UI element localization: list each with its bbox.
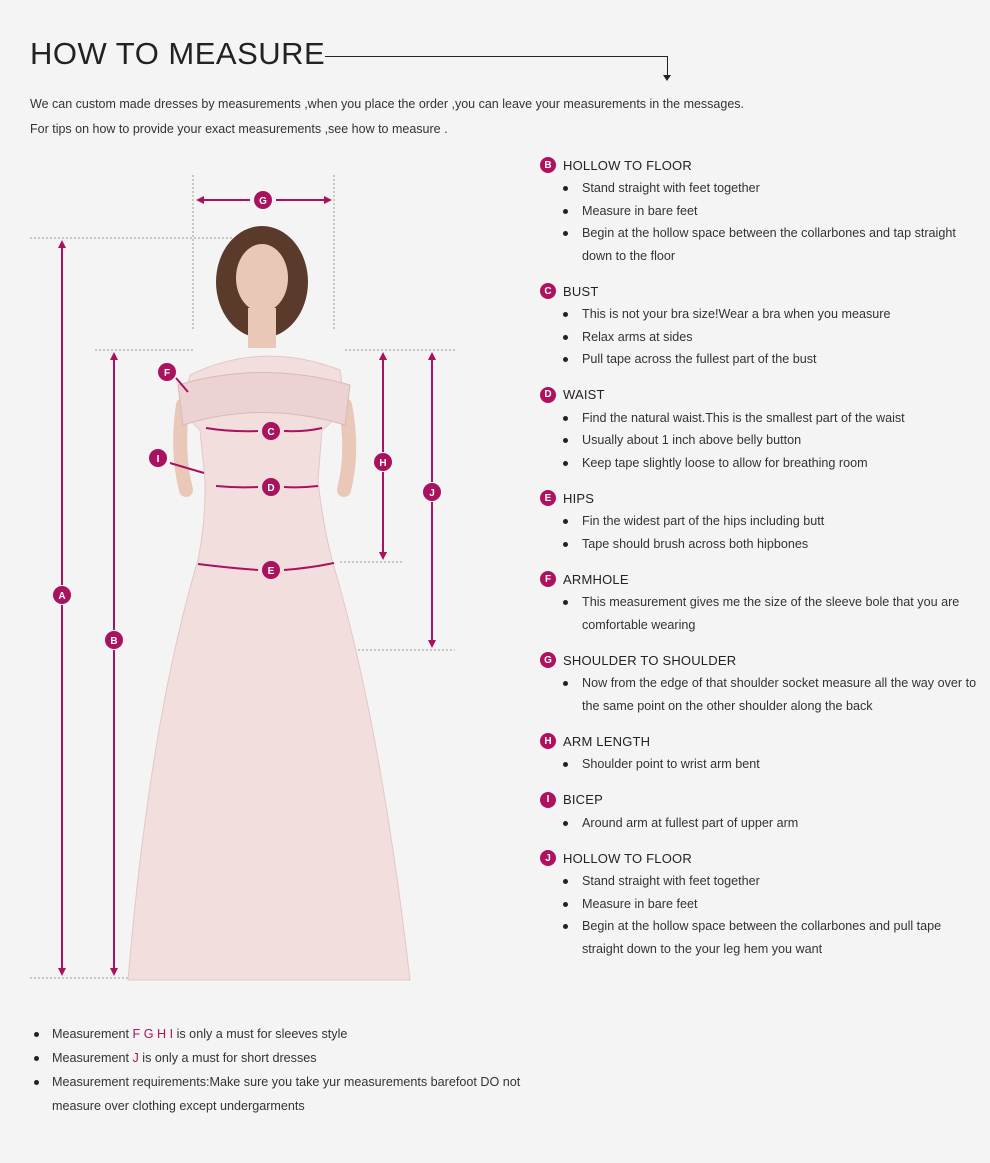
section-title: ARM LENGTH [563,733,651,749]
marker-e [262,561,280,579]
section-hips [540,488,980,555]
dress-figure-illustration [0,160,520,990]
list-item: Measure in bare feet [540,200,980,223]
intro-text-2: For tips on how to provide your exact measurements ,see how to measure . [30,122,448,136]
dress-shape [128,226,410,980]
badge-h: H [540,733,556,749]
list-item: Measure in bare feet [540,893,980,916]
section-hollow-to-floor-b [540,155,980,267]
note-item [30,1022,530,1046]
section-bust [540,281,980,371]
list-item: Stand straight with feet together [540,177,980,200]
section-title: HOLLOW TO FLOOR [563,157,692,173]
section-waist [540,385,980,475]
notes-list [30,1022,530,1118]
list-item: Usually about 1 inch above belly button [540,429,980,452]
badge-i: I [540,792,556,808]
title-rule [325,56,668,57]
note-text: is only a must for sleeves style [173,1027,348,1041]
note-item [30,1046,530,1070]
note-item: Measurement requirements:Make sure you take yur measurements barefoot DO not measure over clothing except undergarments [30,1070,530,1118]
section-hollow-to-floor-j [540,848,980,960]
list-item: Now from the edge of that shoulder socket measure all the way over to the same point on the other shoulder along the back [540,672,980,717]
list-item: Shoulder point to wrist arm bent [540,753,980,776]
marker-a [53,586,71,604]
list-item: Around arm at fullest part of upper arm [540,812,980,835]
list-item: Relax arms at sides [540,326,980,349]
marker-g [254,191,272,209]
marker-f [158,363,176,381]
section-title: BUST [563,283,599,299]
list-item: Find the natural waist.This is the smallest part of the waist [540,407,980,430]
list-item: Fin the widest part of the hips including butt [540,510,980,533]
section-title: ARMHOLE [563,571,629,587]
note-highlight: F G H I [132,1027,174,1041]
badge-g: G [540,652,556,668]
marker-d [262,478,280,496]
badge-d: D [540,387,556,403]
section-bicep [540,790,980,835]
list-item: This is not your bra size!Wear a bra when you measure [540,303,980,326]
list-item: Begin at the hollow space between the collarbones and pull tape straight down to the your leg hem you want [540,915,980,960]
list-item: This measurement gives me the size of the sleeve bole that you are comfortable wearing [540,591,980,636]
list-item: Keep tape slightly loose to allow for breathing room [540,452,980,475]
list-item: Tape should brush across both hipbones [540,533,980,556]
svg-text:I: I [156,454,160,465]
svg-text:E: E [267,566,275,577]
intro-text-1: We can custom made dresses by measurements ,when you place the order ,you can leave your measurements in the messages. [30,97,745,111]
note-text: Measurement [52,1051,133,1065]
section-title: WAIST [563,387,605,402]
marker-c [262,422,280,440]
section-shoulder-to-shoulder [540,650,980,717]
arrow-down-icon [663,75,671,81]
marker-j [423,483,441,501]
marker-i [149,449,167,467]
svg-text:F: F [163,368,171,379]
measurement-sections [540,155,980,974]
svg-text:B: B [110,636,118,647]
marker-h [374,453,392,471]
svg-text:C: C [267,427,275,438]
note-text: Measurement [52,1027,133,1041]
svg-text:J: J [429,488,435,499]
note-highlight: J [132,1051,139,1065]
svg-text:G: G [259,196,267,207]
badge-f: F [540,571,556,587]
list-item: Stand straight with feet together [540,870,980,893]
badge-c: C [540,283,556,299]
section-title: HIPS [563,490,595,506]
marker-b [105,631,123,649]
list-item: Pull tape across the fullest part of the bust [540,348,980,371]
badge-e: E [540,490,556,506]
note-text: is only a must for short dresses [138,1051,317,1065]
svg-text:D: D [267,483,275,494]
svg-text:H: H [379,458,387,469]
section-title: SHOULDER TO SHOULDER [563,652,737,668]
section-title: BICEP [563,792,604,807]
section-title: HOLLOW TO FLOOR [563,850,692,866]
section-arm-length [540,731,980,776]
section-armhole [540,569,980,636]
badge-b: B [540,157,556,173]
svg-text:A: A [58,591,66,602]
badge-j: J [540,850,556,866]
page-title: HOW TO MEASURE [30,36,326,71]
list-item: Begin at the hollow space between the collarbones and tap straight down to the floor [540,222,980,267]
